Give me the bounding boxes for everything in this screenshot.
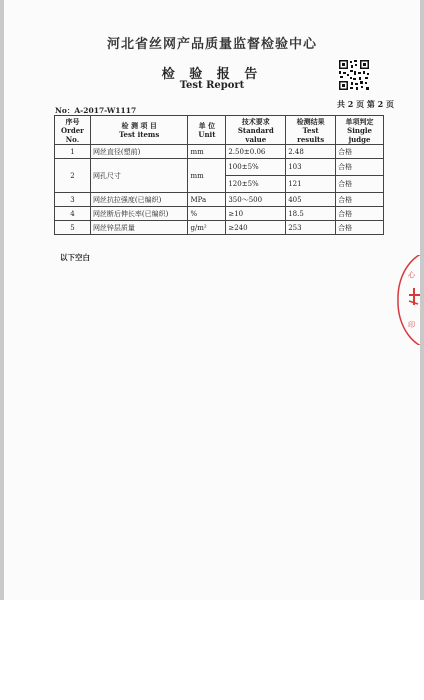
judge-cell: 合格 bbox=[336, 145, 384, 159]
table-row bbox=[55, 221, 384, 235]
table-header-row bbox=[55, 116, 384, 145]
organization-title: 河北省丝网产品质量监督检验中心 bbox=[106, 37, 317, 52]
qr-code bbox=[338, 59, 370, 91]
test-result-cell: 2.48 bbox=[286, 145, 336, 159]
blank-below-note: 以下空白 bbox=[60, 253, 90, 262]
standard-value-cell: ≥240 bbox=[226, 221, 286, 235]
column-header: 检测结果 Test results bbox=[286, 116, 336, 145]
test-result-cell: 405 bbox=[286, 193, 336, 207]
svg-text:印: 印 bbox=[408, 321, 415, 329]
test-item-cell: 网丝抗拉强度(已编织) bbox=[90, 193, 188, 207]
test-item-cell: 网丝断后伸长率(已编织) bbox=[90, 207, 188, 221]
judge-cell: 合格 bbox=[336, 207, 384, 221]
order-no-cell: 1 bbox=[55, 145, 91, 159]
test-result-cell: 103 bbox=[286, 159, 336, 176]
order-no-cell: 5 bbox=[55, 221, 91, 235]
column-header: 序号 Order No. bbox=[55, 116, 91, 145]
standard-value-cell: 350～500 bbox=[226, 193, 286, 207]
official-seal-stamp bbox=[396, 255, 424, 345]
column-header: 检 测 项 目 Test items bbox=[90, 116, 188, 145]
judge-cell: 合格 bbox=[336, 176, 384, 193]
test-item-cell: 网丝直径(塑前) bbox=[90, 145, 188, 159]
page-background bbox=[0, 600, 424, 700]
test-results-table bbox=[54, 115, 384, 235]
unit-cell: g/m² bbox=[188, 221, 226, 235]
judge-cell: 合格 bbox=[336, 221, 384, 235]
table-row bbox=[55, 193, 384, 207]
judge-cell: 合格 bbox=[336, 159, 384, 176]
unit-cell: mm bbox=[188, 159, 226, 193]
test-item-cell: 网丝锌层质量 bbox=[90, 221, 188, 235]
column-header: 技术要求 Standard value bbox=[226, 116, 286, 145]
judge-cell: 合格 bbox=[336, 193, 384, 207]
test-item-cell: 网孔尺寸 bbox=[90, 159, 188, 193]
standard-value-cell: 120±5% bbox=[226, 176, 286, 193]
order-no-cell: 2 bbox=[55, 159, 91, 193]
svg-text:心: 心 bbox=[408, 271, 415, 279]
test-result-cell: 121 bbox=[286, 176, 336, 193]
table-row bbox=[55, 207, 384, 221]
column-header: 单 位 Unit bbox=[188, 116, 226, 145]
test-result-cell: 18.5 bbox=[286, 207, 336, 221]
unit-cell: MPa bbox=[188, 193, 226, 207]
page-number: 共 2 页 第 2 页 bbox=[336, 99, 394, 109]
report-title-english: Test Report bbox=[179, 80, 245, 91]
standard-value-cell: ≥10 bbox=[226, 207, 286, 221]
report-title-chinese: 检 验 报 告 bbox=[161, 67, 263, 82]
column-header: 单项判定 Single judge bbox=[336, 116, 384, 145]
order-no-cell: 3 bbox=[55, 193, 91, 207]
standard-value-cell: 2.50±0.06 bbox=[226, 145, 286, 159]
standard-value-cell: 100±5% bbox=[226, 159, 286, 176]
table-row bbox=[55, 159, 384, 176]
report-number: No：A-2017-W1117 bbox=[55, 106, 137, 115]
unit-cell: mm bbox=[188, 145, 226, 159]
table-row bbox=[55, 145, 384, 159]
test-result-cell: 253 bbox=[286, 221, 336, 235]
order-no-cell: 4 bbox=[55, 207, 91, 221]
unit-cell: % bbox=[188, 207, 226, 221]
